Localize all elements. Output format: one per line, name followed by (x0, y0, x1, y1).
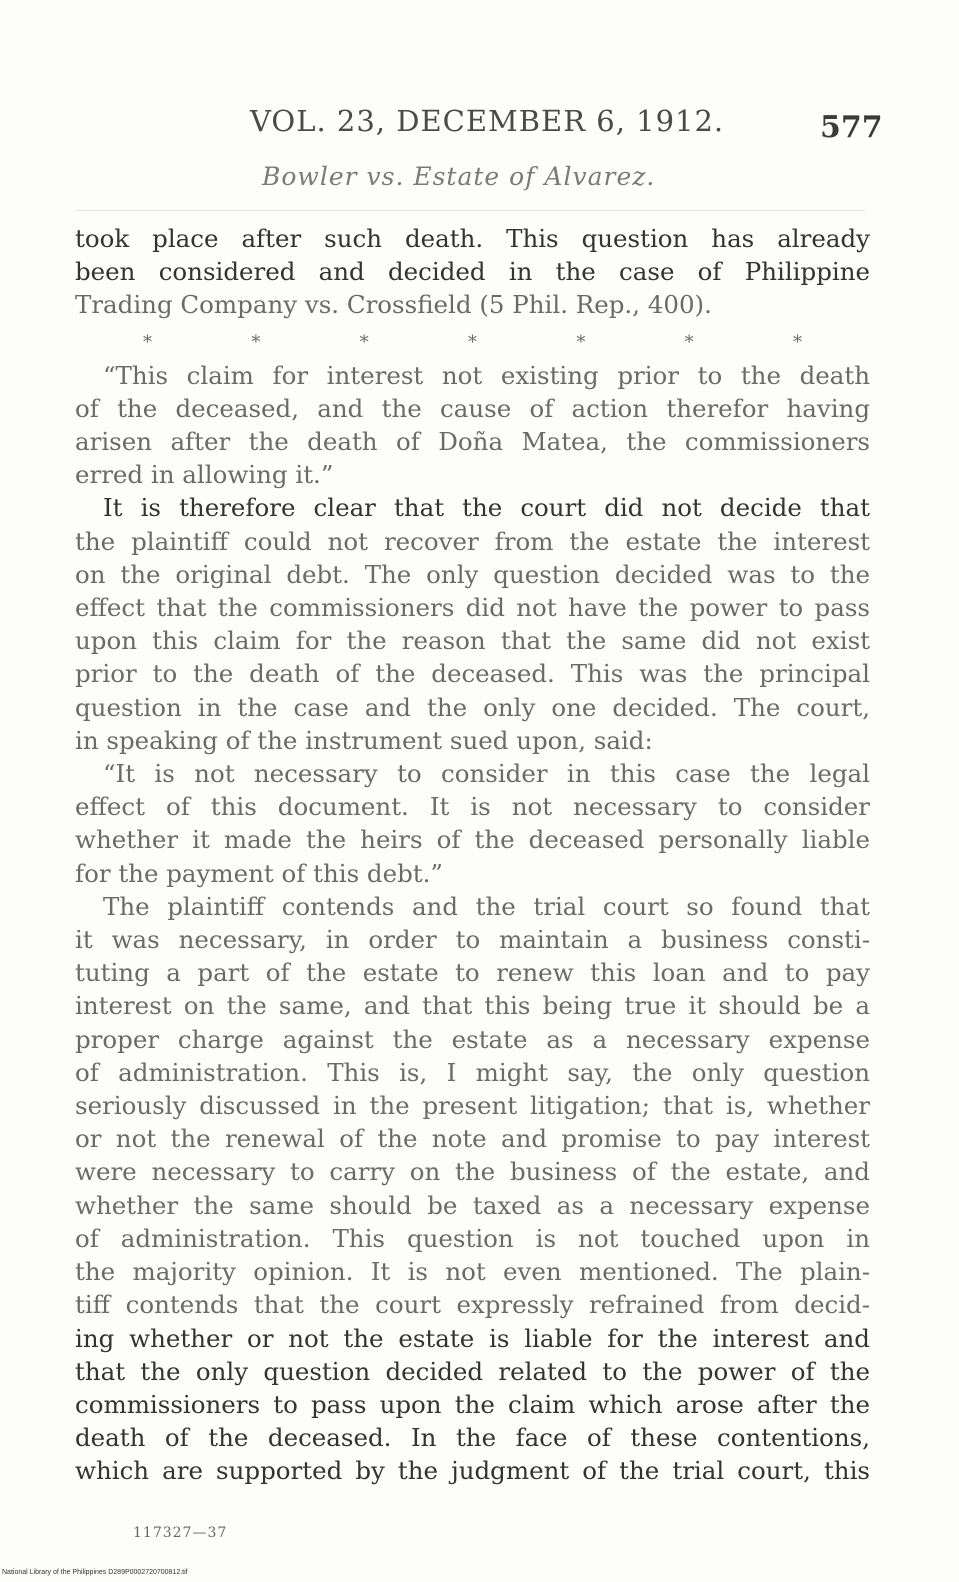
text-line: for the payment of this debt.” (75, 858, 443, 888)
text-line: that the only question decided related to the power of the (75, 1356, 870, 1386)
text-line: the majority opinion. It is not even mentioned. The plain- (75, 1257, 870, 1287)
star: * (576, 331, 586, 353)
body-text (75, 222, 870, 1488)
text-line: took place after such death. This question has already (75, 224, 870, 253)
ellipsis-stars (75, 322, 870, 359)
text-line: arisen after the death of Doña Matea, the commissioners (75, 427, 870, 457)
running-title: Bowler vs. Estate of Alvarez. (262, 162, 656, 191)
text-line: It is therefore clear that the court did not decide that (103, 493, 870, 523)
text-line: been considered and decided in the case of Philippine (75, 257, 870, 287)
text-line: effect of this document. It is not necessary to consider (75, 792, 870, 822)
text-line: on the original debt. The only question decided was to the (75, 559, 870, 589)
text-line: death of the deceased. In the face of these contentions, (75, 1423, 870, 1453)
star: * (359, 331, 369, 353)
text-line: prior to the death of the deceased. This was the principal (75, 659, 870, 689)
text-line: The plaintiff contends and the trial court so found that (103, 891, 870, 921)
text-line: erred in allowing it.” (75, 460, 334, 490)
page-number: 577 (820, 110, 883, 145)
text-line: of administration. This question is not touched upon in (75, 1223, 870, 1253)
text-line: ing whether or not the estate is liable for the interest and (75, 1323, 870, 1353)
text-line: in speaking of the instrument sued upon, said: (75, 725, 653, 755)
text-line: whether it made the heirs of the deceased personally liable (75, 825, 870, 855)
text-line: Trading Company vs. Crossfield (5 Phil. Rep., 400). (75, 290, 712, 320)
star: * (467, 331, 477, 353)
text-line: were necessary to carry on the business of the estate, and (75, 1157, 870, 1187)
star: * (684, 331, 694, 353)
star: * (143, 331, 152, 353)
text-line: seriously discussed in the present litigation; that is, whether (75, 1091, 870, 1121)
star: * (251, 331, 261, 353)
text-line: whether the same should be taxed as a necessary expense (75, 1190, 870, 1220)
text-line: tiff contends that the court expressly refrained from decid- (75, 1290, 870, 1320)
header-rule (75, 210, 865, 211)
text-line: effect that the commissioners did not have the power to pass (75, 593, 870, 623)
text-line: proper charge against the estate as a necessary expense (75, 1024, 870, 1054)
text-line: commissioners to pass upon the claim which arose after the (75, 1389, 870, 1419)
text-line: of administration. This is, I might say, the only question (75, 1057, 870, 1087)
text-line: interest on the same, and that this being true it should be a (75, 991, 870, 1021)
volume-date-header: VOL. 23, DECEMBER 6, 1912. (250, 104, 725, 138)
text-line: question in the case and the only one decided. The court, (75, 692, 870, 722)
text-line: “This claim for interest not existing prior to the death (103, 360, 870, 390)
archive-watermark: National Library of the Philippines D289P0002720700812.tif (2, 1569, 188, 1576)
text-line: of the deceased, and the cause of action therefor having (75, 393, 870, 423)
text-line: “It is not necessary to consider in this case the legal (103, 759, 870, 789)
star: * (792, 331, 802, 353)
printer-signature: 117327—37 (133, 1525, 228, 1541)
text-line: or not the renewal of the note and promise to pay interest (75, 1124, 870, 1154)
text-line: the plaintiff could not recover from the estate the interest (75, 526, 870, 556)
text-line: it was necessary, in order to maintain a business consti- (75, 925, 870, 955)
text-line: which are supported by the judgment of the trial court, this (75, 1456, 870, 1486)
text-line: upon this claim for the reason that the same did not exist (75, 626, 870, 656)
text-line: tuting a part of the estate to renew this loan and to pay (75, 958, 870, 988)
